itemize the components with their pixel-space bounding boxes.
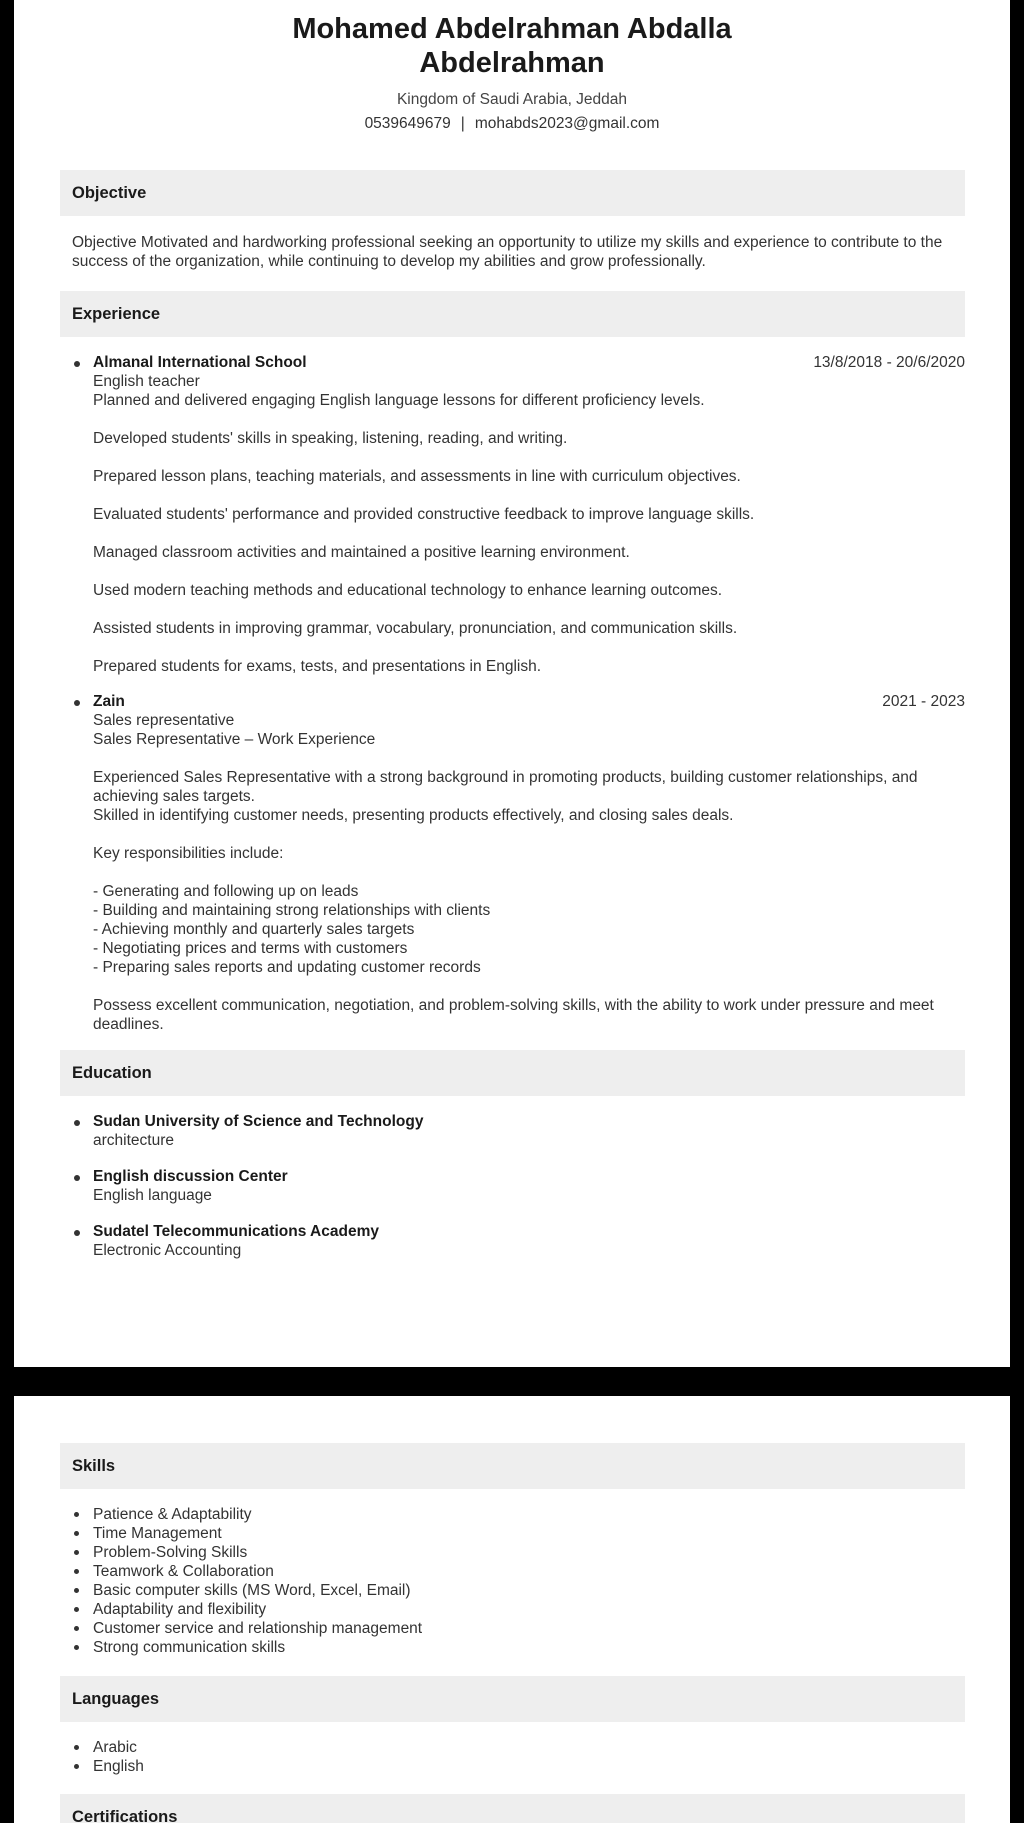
education-field: English language <box>93 1187 212 1204</box>
experience-duty: Evaluated students' performance and provided constructive feedback to improve language skills. <box>93 506 755 523</box>
resume-header <box>14 0 1010 134</box>
education-field: architecture <box>93 1132 174 1149</box>
contact-line <box>14 114 1010 134</box>
experience-bullet <box>74 700 80 706</box>
experience-role: English teacher <box>93 373 200 390</box>
experience-entry-almanal <box>93 353 965 676</box>
skill-item: Time Management <box>93 1524 965 1543</box>
experience-duty: - Generating and following up on leads <box>93 883 359 900</box>
candidate-location: Kingdom of Saudi Arabia, Jeddah <box>396 91 628 108</box>
education-bullet <box>74 1230 80 1236</box>
experience-duty: Prepared lesson plans, teaching materials, and assessments in line with curriculum objectives. <box>93 468 741 485</box>
experience-duty: - Negotiating prices and terms with customers <box>93 940 408 957</box>
experience-dates: 13/8/2018 - 20/6/2020 <box>813 354 965 371</box>
experience-entry-zain <box>93 692 965 1034</box>
section-heading-certifications: Certifications <box>60 1794 965 1823</box>
experience-duty: Planned and delivered engaging English language lessons for different proficiency levels. <box>93 392 705 409</box>
experience-duty: Managed classroom activities and maintained a positive learning environment. <box>93 544 630 561</box>
experience-intro: Skilled in identifying customer needs, presenting products effectively, and closing sales deals. <box>93 807 734 824</box>
language-item: English <box>93 1757 965 1776</box>
experience-company: Almanal International School <box>93 354 307 371</box>
experience-duty: Prepared students for exams, tests, and presentations in English. <box>93 658 542 675</box>
experience-key-heading: Key responsibilities include: <box>93 845 284 862</box>
skills-list <box>93 1505 965 1657</box>
education-entry <box>93 1112 965 1150</box>
experience-bullet <box>74 361 80 367</box>
skill-item: Strong communication skills <box>93 1638 965 1657</box>
experience-subtitle: Sales Representative – Work Experience <box>93 731 376 748</box>
objective-text: Objective Motivated and hardworking professional seeking an opportunity to utilize my skills and experience to contribute to the success of the organization, while continuing to develop my abilities and grow professionally. <box>72 234 943 270</box>
skill-item: Adaptability and flexibility <box>93 1600 965 1619</box>
experience-duty: - Building and maintaining strong relationships with clients <box>93 902 491 919</box>
experience-duty: - Achieving monthly and quarterly sales targets <box>93 921 415 938</box>
email-address: mohabds2023@gmail.com <box>474 115 660 132</box>
skill-item: Patience & Adaptability <box>93 1505 965 1524</box>
skill-item: Customer service and relationship management <box>93 1619 965 1638</box>
section-heading-skills: Skills <box>60 1443 965 1489</box>
languages-list <box>93 1738 965 1776</box>
resume-page-2 <box>14 1396 1010 1823</box>
experience-intro: Experienced Sales Representative with a strong background in promoting products, building customer relationships, and achieving sales targets. <box>93 769 918 805</box>
education-bullet <box>74 1120 80 1126</box>
language-item: Arabic <box>93 1738 965 1757</box>
experience-closing: Possess excellent communication, negotiation, and problem-solving skills, with the ability to work under pressure and meet deadlines. <box>93 997 934 1033</box>
skill-item: Teamwork & Collaboration <box>93 1562 965 1581</box>
experience-dates: 2021 - 2023 <box>882 693 965 710</box>
education-school: Sudan University of Science and Technology <box>93 1113 424 1130</box>
resume-page-1 <box>14 0 1010 1367</box>
education-bullet <box>74 1175 80 1181</box>
education-field: Electronic Accounting <box>93 1242 242 1259</box>
experience-duty: Developed students' skills in speaking, listening, reading, and writing. <box>93 430 568 447</box>
candidate-name: Mohamed Abdelrahman Abdalla Abdelrahman <box>292 13 732 79</box>
skill-item: Problem-Solving Skills <box>93 1543 965 1562</box>
education-school: Sudatel Telecommunications Academy <box>93 1223 379 1240</box>
education-school: English discussion Center <box>93 1168 288 1185</box>
section-heading-objective: Objective <box>60 170 965 216</box>
experience-duty: Used modern teaching methods and educational technology to enhance learning outcomes. <box>93 582 723 599</box>
education-entry <box>93 1167 965 1205</box>
contact-separator: | <box>460 115 465 132</box>
section-heading-languages: Languages <box>60 1676 965 1722</box>
section-heading-education: Education <box>60 1050 965 1096</box>
section-heading-experience: Experience <box>60 291 965 337</box>
phone-number: 0539649679 <box>364 115 451 132</box>
experience-duty: Assisted students in improving grammar, vocabulary, pronunciation, and communication skills. <box>93 620 738 637</box>
experience-company: Zain <box>93 693 125 710</box>
skill-item: Basic computer skills (MS Word, Excel, Email) <box>93 1581 965 1600</box>
experience-role: Sales representative <box>93 712 235 729</box>
experience-duty: - Preparing sales reports and updating customer records <box>93 959 481 976</box>
education-entry <box>93 1222 965 1260</box>
